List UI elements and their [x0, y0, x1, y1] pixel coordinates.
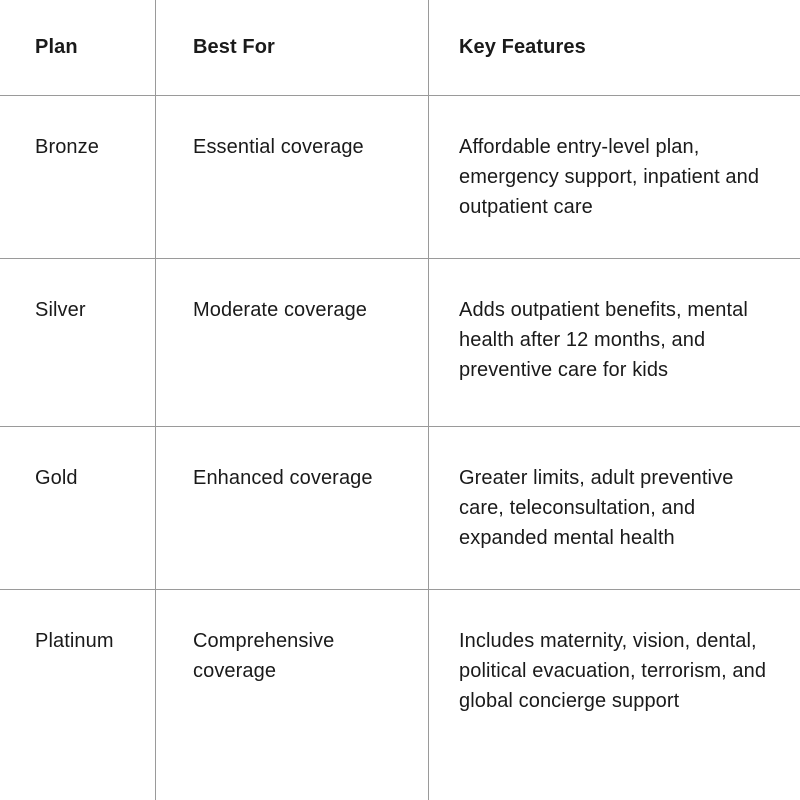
plan-best-for: Enhanced coverage	[193, 467, 373, 489]
table-row	[0, 96, 800, 259]
plan-features: Adds outpatient benefits, mental health after 12 months, and preventive care for kids	[459, 299, 748, 381]
plan-name: Bronze	[35, 136, 99, 158]
plan-best-for: Comprehensive coverage	[193, 630, 335, 682]
plan-name: Silver	[35, 299, 86, 321]
plan-features: Includes maternity, vision, dental, political evacuation, terrorism, and global concierge support	[459, 630, 767, 712]
plan-best-for: Moderate coverage	[193, 299, 368, 321]
header-best-for: Best For	[193, 36, 275, 58]
plan-features: Greater limits, adult preventive care, teleconsultation, and expanded mental health	[459, 467, 734, 549]
table-row	[0, 590, 800, 800]
header-plan: Plan	[35, 36, 78, 58]
plan-best-for: Essential coverage	[193, 136, 364, 158]
table-header-row	[0, 0, 800, 96]
header-key-features: Key Features	[459, 36, 586, 58]
table-row	[0, 259, 800, 427]
plan-name: Gold	[35, 467, 78, 489]
plan-name: Platinum	[35, 630, 114, 652]
table-row	[0, 427, 800, 590]
plan-features: Affordable entry-level plan, emergency support, inpatient and outpatient care	[459, 136, 760, 218]
